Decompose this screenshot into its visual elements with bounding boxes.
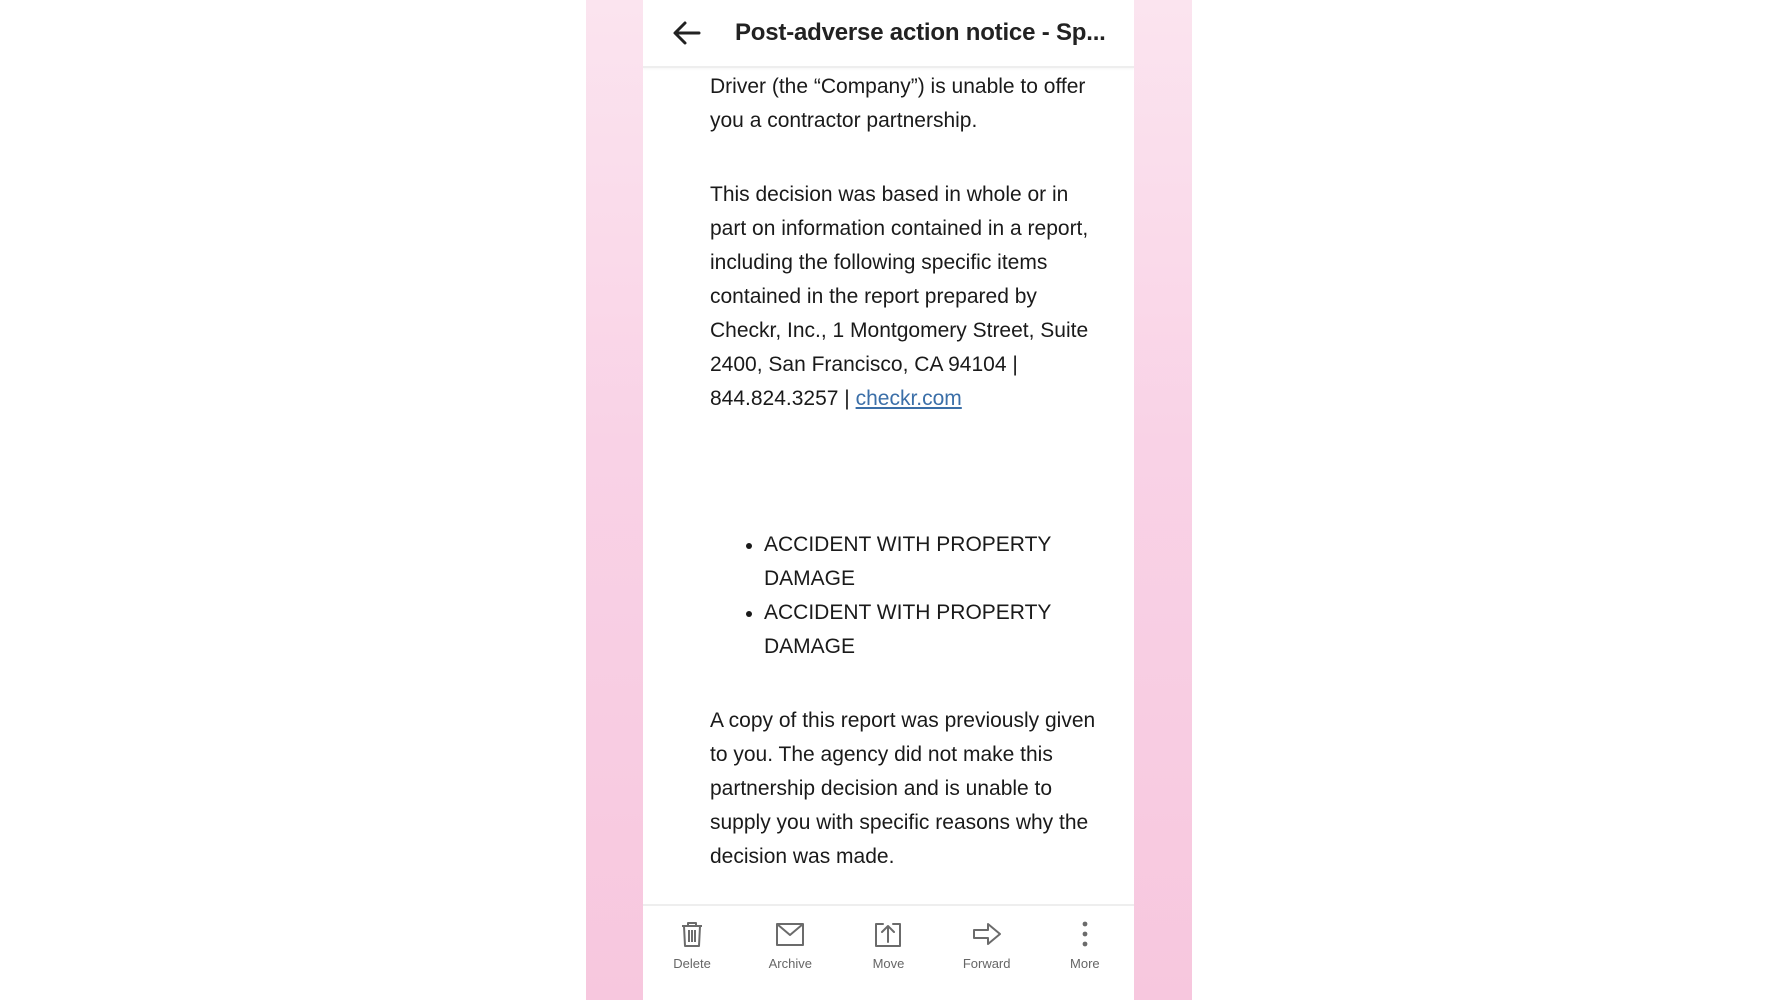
- body-paragraph-copy: A copy of this report was previously given to you. The agency did not make this partnership decision and is unable to supply you with specific reasons why the decision was made.: [710, 709, 1096, 868]
- body-paragraph-intro: Driver (the “Company”) is unable to offer you a contractor partnership.: [710, 75, 1086, 132]
- list-item: ACCIDENT WITH PROPERTY DAMAGE: [746, 596, 1110, 664]
- forward-label: Forward: [962, 956, 1011, 971]
- move-button[interactable]: [843, 906, 933, 971]
- move-label: Move: [872, 956, 905, 971]
- more-vertical-icon: [1069, 918, 1101, 950]
- body-paragraph-report: [710, 178, 1110, 416]
- archive-icon: [774, 918, 806, 950]
- move-folder-icon: [872, 918, 904, 950]
- back-button[interactable]: [665, 11, 709, 55]
- arrow-left-icon: [671, 17, 703, 49]
- report-items-list: [746, 528, 1110, 664]
- archive-label: Archive: [768, 956, 812, 971]
- forward-arrow-icon: [971, 918, 1003, 950]
- email-body[interactable]: [710, 68, 1110, 904]
- more-label: More: [1070, 956, 1100, 971]
- message-header: [643, 0, 1134, 68]
- list-item: ACCIDENT WITH PROPERTY DAMAGE: [746, 528, 1110, 596]
- archive-button[interactable]: [745, 906, 835, 971]
- more-button[interactable]: [1040, 906, 1130, 971]
- checkr-link[interactable]: checkr.com: [855, 387, 962, 410]
- trash-icon: [676, 918, 708, 950]
- delete-button[interactable]: [647, 906, 737, 971]
- message-subject-title: Post-adverse action notice - Sp...: [735, 19, 1106, 46]
- bottom-toolbar: [643, 904, 1134, 1000]
- delete-label: Delete: [673, 956, 711, 971]
- forward-button[interactable]: [942, 906, 1032, 971]
- mail-app-window: [643, 0, 1134, 1000]
- report-text: This decision was based in whole or in part on information contained in a report, including the following specific items contained in the report prepared by Checkr, Inc., 1 Montgomery Street, Suite 2400, San Francisco, CA 94104 | 844.824.3257 |: [710, 183, 1089, 410]
